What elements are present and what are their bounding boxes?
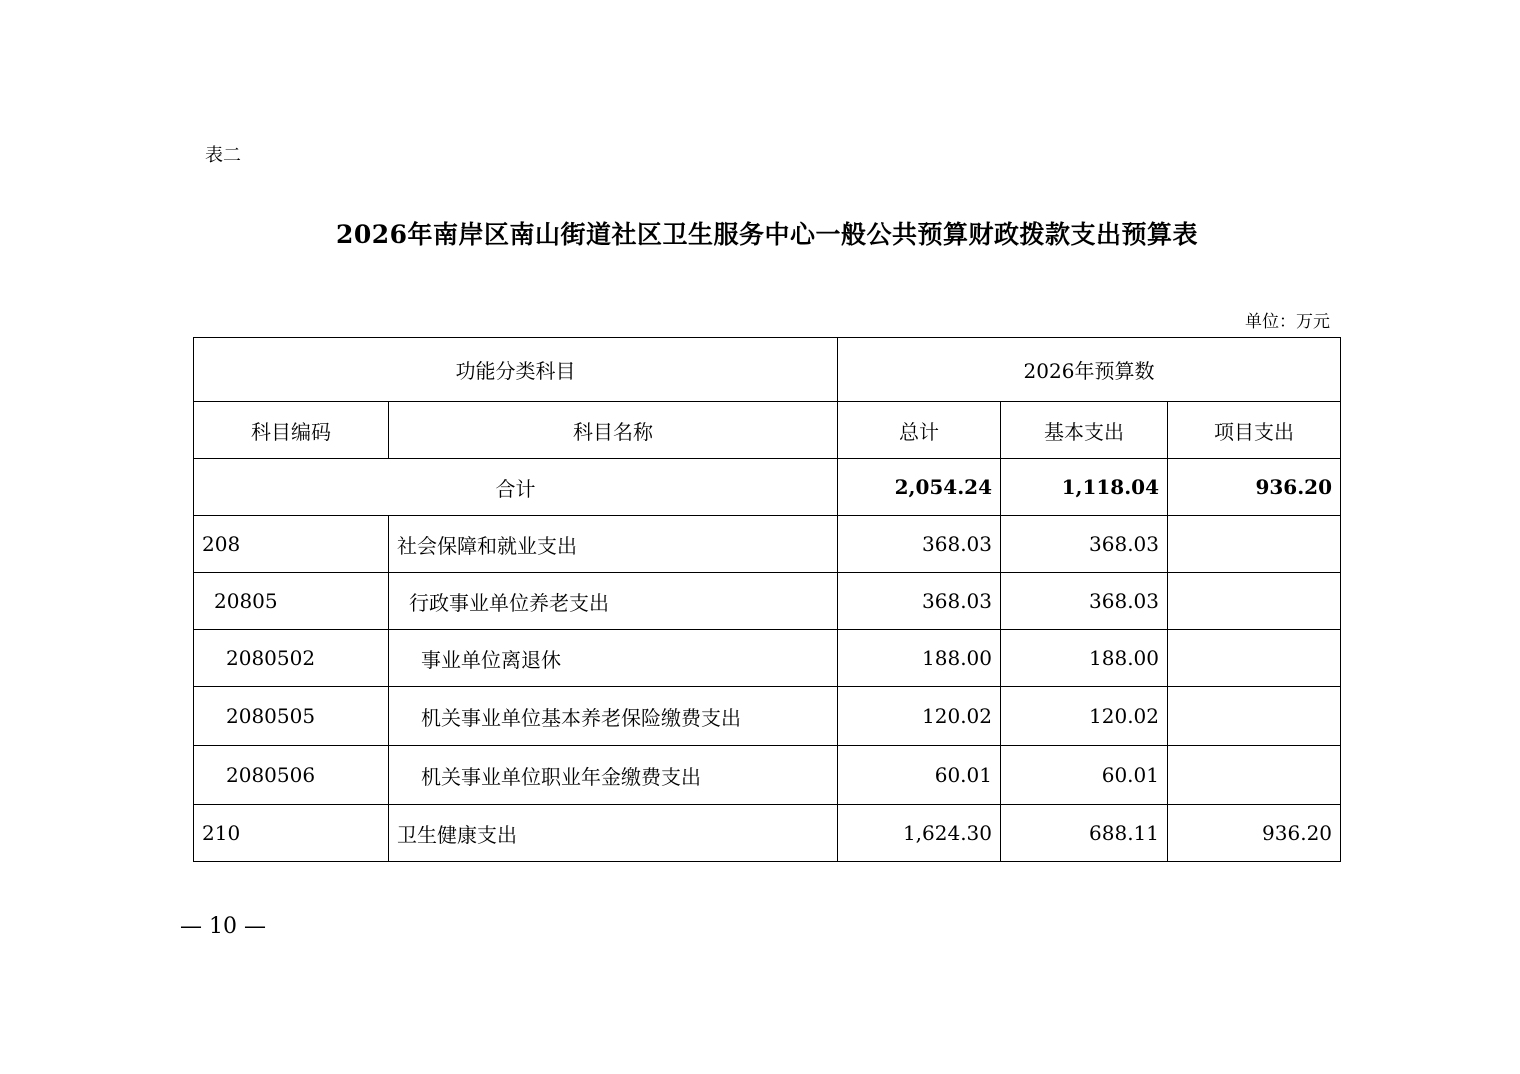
table-row <box>194 687 1341 746</box>
row-code: 20805 <box>194 573 389 630</box>
row-project <box>1168 630 1341 687</box>
row-basic: 188.00 <box>1001 630 1168 687</box>
header-total: 总计 <box>838 402 1001 459</box>
header-basic: 基本支出 <box>1001 402 1168 459</box>
row-total: 188.00 <box>838 630 1001 687</box>
total-label: 合计 <box>194 459 838 516</box>
row-name: 社会保障和就业支出 <box>389 516 838 573</box>
header-function-category: 功能分类科目 <box>194 338 838 402</box>
total-row <box>194 459 1341 516</box>
row-total: 1,624.30 <box>838 805 1001 862</box>
total-project: 936.20 <box>1168 459 1341 516</box>
row-code: 2080502 <box>194 630 389 687</box>
row-code: 210 <box>194 805 389 862</box>
row-basic: 368.03 <box>1001 573 1168 630</box>
row-basic: 688.11 <box>1001 805 1168 862</box>
header-row-columns <box>194 402 1341 459</box>
budget-table <box>193 337 1341 862</box>
table-row <box>194 805 1341 862</box>
row-basic: 120.02 <box>1001 687 1168 746</box>
row-name: 机关事业单位职业年金缴费支出 <box>389 746 838 805</box>
row-name: 卫生健康支出 <box>389 805 838 862</box>
header-code: 科目编码 <box>194 402 389 459</box>
document-title: 2026年南岸区南山街道社区卫生服务中心一般公共预算财政拨款支出预算表 <box>335 220 1199 249</box>
row-name: 机关事业单位基本养老保险缴费支出 <box>389 687 838 746</box>
unit-label: 单位：万元 <box>1245 312 1330 332</box>
row-project <box>1168 573 1341 630</box>
table-row <box>194 630 1341 687</box>
header-budget-year: 2026年预算数 <box>838 338 1341 402</box>
row-code: 2080506 <box>194 746 389 805</box>
table-row <box>194 573 1341 630</box>
table-label: 表二 <box>205 145 241 166</box>
table-row <box>194 746 1341 805</box>
row-total: 120.02 <box>838 687 1001 746</box>
row-project <box>1168 687 1341 746</box>
header-row-group <box>194 338 1341 402</box>
row-project <box>1168 746 1341 805</box>
row-basic: 368.03 <box>1001 516 1168 573</box>
row-total: 368.03 <box>838 516 1001 573</box>
header-name: 科目名称 <box>389 402 838 459</box>
table-row <box>194 516 1341 573</box>
row-name: 行政事业单位养老支出 <box>389 573 838 630</box>
row-basic: 60.01 <box>1001 746 1168 805</box>
row-code: 2080505 <box>194 687 389 746</box>
page-number: — 10 — <box>180 914 266 939</box>
row-total: 368.03 <box>838 573 1001 630</box>
total-sum: 2,054.24 <box>838 459 1001 516</box>
row-total: 60.01 <box>838 746 1001 805</box>
row-code: 208 <box>194 516 389 573</box>
header-project: 项目支出 <box>1168 402 1341 459</box>
row-project <box>1168 516 1341 573</box>
row-name: 事业单位离退休 <box>389 630 838 687</box>
total-basic: 1,118.04 <box>1001 459 1168 516</box>
row-project: 936.20 <box>1168 805 1341 862</box>
